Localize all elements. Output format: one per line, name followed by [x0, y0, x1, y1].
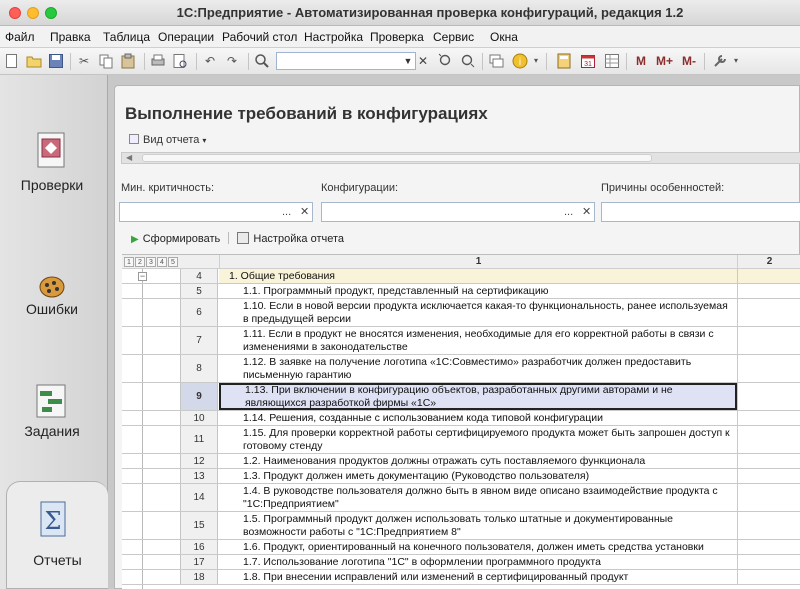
requirement-text: 1.7. Использование логотипа "1С" в оформлении программного продукта	[243, 555, 601, 568]
column-2-cell[interactable]	[737, 540, 800, 554]
report-settings-button[interactable]	[237, 233, 344, 245]
requirement-cell[interactable]	[219, 299, 737, 326]
row-number[interactable]: 8	[180, 355, 218, 382]
column-2-cell[interactable]	[737, 327, 800, 354]
configurations-field[interactable]	[321, 202, 595, 222]
calculator-icon[interactable]	[556, 53, 572, 69]
requirement-cell[interactable]	[219, 327, 737, 354]
configurations-label: Конфигурации:	[321, 182, 399, 194]
settings-icon	[237, 232, 249, 244]
requirement-text: 1.4. В руководстве пользователя должно быть в явном виде описано взаимодействие продукта с "1С:Предприятием"	[243, 484, 718, 510]
column-2-cell[interactable]	[737, 469, 800, 483]
memory-add-button[interactable]: M+	[656, 54, 674, 68]
svg-text:31: 31	[584, 61, 592, 68]
requirement-text: 1.12. В заявке на получение логотипа «1С:Совместимо» разработчик должен предоставить письменную гарантию	[243, 355, 692, 381]
level-3-button[interactable]: 3	[146, 257, 156, 267]
requirement-cell[interactable]	[219, 555, 737, 569]
table-row[interactable]	[122, 454, 800, 469]
row-number[interactable]: 12	[180, 454, 218, 468]
row-number[interactable]: 7	[180, 327, 218, 354]
requirement-text: 1.3. Продукт должен иметь документацию (Руководство пользователя)	[243, 469, 590, 482]
minimize-window-button[interactable]	[27, 7, 39, 19]
requirement-text: 1.8. При внесении исправлений или изменений в сертифицированный продукт	[243, 570, 629, 583]
section-reports[interactable]	[6, 481, 108, 589]
main-area	[108, 75, 800, 589]
min-criticality-select-button[interactable]: ...	[282, 206, 292, 218]
scrollbar-thumb[interactable]	[142, 154, 652, 162]
close-window-button[interactable]	[9, 7, 21, 19]
row-number[interactable]: 11	[180, 426, 218, 453]
horizontal-scrollbar[interactable]	[121, 152, 800, 164]
save-icon[interactable]	[48, 53, 64, 69]
menu-edit[interactable]: Правка	[50, 30, 91, 44]
configurations-select-button[interactable]: ...	[564, 206, 574, 218]
table-row[interactable]	[122, 299, 800, 327]
copy-icon[interactable]	[98, 53, 114, 69]
column-2-cell[interactable]	[737, 299, 800, 326]
row-number[interactable]: 13	[180, 469, 218, 483]
row-number[interactable]: 6	[180, 299, 218, 326]
menu-windows[interactable]: Окна	[490, 30, 518, 44]
requirement-cell[interactable]	[219, 454, 737, 468]
menu-file[interactable]: Файл	[5, 30, 35, 44]
requirement-cell[interactable]	[219, 469, 737, 483]
play-icon: ▶	[131, 234, 139, 245]
requirement-cell[interactable]	[219, 484, 737, 511]
column-2-cell[interactable]	[737, 512, 800, 539]
info-dropdown-icon[interactable]: ▾	[533, 56, 538, 65]
table-row[interactable]	[122, 355, 800, 383]
windows-list-icon[interactable]	[488, 53, 504, 69]
report-view-menu[interactable]	[129, 134, 206, 146]
table-row[interactable]	[122, 383, 800, 411]
redo-icon[interactable]: ↷	[226, 54, 238, 68]
menu-bar	[0, 26, 800, 48]
requirement-cell[interactable]	[219, 540, 737, 554]
generate-label: Сформировать	[142, 233, 221, 245]
find-next-icon[interactable]	[438, 53, 454, 69]
title-bar	[0, 0, 800, 26]
table-row[interactable]	[122, 426, 800, 454]
column-2-cell[interactable]	[737, 426, 800, 453]
svg-text:Σ: Σ	[44, 507, 62, 535]
column-header-1[interactable]: 1	[219, 255, 737, 269]
reasons-label: Причины особенностей:	[601, 182, 725, 194]
column-2-cell[interactable]	[737, 411, 800, 425]
report-view-label: Вид отчета	[143, 134, 200, 146]
min-criticality-clear-icon[interactable]: ✕	[300, 206, 310, 218]
column-2-cell[interactable]	[737, 454, 800, 468]
search-input[interactable]	[276, 52, 416, 70]
calendar-icon[interactable]	[580, 53, 596, 69]
requirement-cell[interactable]	[219, 512, 737, 539]
collapse-group-icon[interactable]: −	[139, 271, 146, 281]
search-icon[interactable]	[254, 53, 270, 69]
level-2-button[interactable]: 2	[135, 257, 145, 267]
requirement-cell[interactable]	[219, 355, 737, 382]
column-2-cell[interactable]	[737, 555, 800, 569]
row-number[interactable]: 10	[180, 411, 218, 425]
open-folder-icon[interactable]	[26, 53, 42, 69]
memory-subtract-button[interactable]: M-	[682, 54, 696, 68]
tools-dropdown-icon[interactable]: ▾	[733, 56, 738, 65]
row-number[interactable]: 5	[180, 284, 218, 298]
requirement-cell[interactable]	[219, 269, 737, 283]
menu-settings[interactable]: Настройка	[304, 30, 364, 44]
table-row[interactable]	[122, 540, 800, 555]
requirement-text: 1.5. Программный продукт должен использовать только штатные и документированные возможности работы с "1С:Предприятием 8"	[243, 512, 674, 538]
column-2-cell[interactable]	[737, 383, 800, 410]
info-icon[interactable]	[512, 53, 528, 69]
tasks-icon	[36, 383, 68, 423]
requirement-cell[interactable]	[219, 570, 737, 584]
new-document-icon[interactable]	[4, 53, 20, 69]
generate-button[interactable]	[131, 233, 220, 245]
row-number[interactable]: 16	[180, 540, 218, 554]
print-preview-icon[interactable]	[172, 53, 188, 69]
menu-operations[interactable]: Операции	[158, 30, 215, 44]
requirement-text: 1. Общие требования	[229, 269, 335, 282]
grouping-level-buttons	[124, 257, 179, 267]
reasons-field[interactable]	[601, 202, 800, 222]
requirement-text: 1.2. Наименования продуктов должны отражать суть поставляемого функционала	[243, 454, 646, 467]
tools-icon[interactable]	[712, 53, 728, 69]
row-number[interactable]: 14	[180, 484, 218, 511]
section-tasks[interactable]	[0, 379, 104, 489]
level-5-button[interactable]: 5	[168, 257, 178, 267]
row-number[interactable]: 4	[180, 269, 218, 283]
scroll-left-icon[interactable]: ◀	[126, 153, 133, 162]
requirement-cell[interactable]	[219, 426, 737, 453]
table-row[interactable]	[122, 484, 800, 512]
row-number[interactable]: 15	[180, 512, 218, 539]
report-form	[114, 85, 800, 589]
requirement-text: 1.14. Решения, созданные с использованием кода типовой конфигурации	[243, 411, 604, 424]
table-row[interactable]	[122, 269, 800, 284]
zoom-window-button[interactable]	[45, 7, 57, 19]
column-header-2[interactable]: 2	[737, 255, 800, 269]
table-row[interactable]	[122, 570, 800, 585]
report-view-icon	[129, 134, 139, 144]
requirement-text: 1.13. При включении в конфигурацию объектов, разработанных другими авторами и не являющихся разработкой фирмы «1С»	[245, 383, 673, 409]
toolbar	[0, 48, 800, 75]
section-errors[interactable]	[0, 261, 104, 371]
table-row[interactable]	[122, 327, 800, 355]
row-number[interactable]: 18	[180, 570, 218, 584]
report-title: Выполнение требований в конфигурациях	[125, 104, 488, 123]
menu-table[interactable]: Таблица	[103, 30, 151, 44]
column-2-cell[interactable]	[737, 269, 800, 283]
column-2-cell[interactable]	[737, 484, 800, 511]
clear-search-icon[interactable]: ✕	[418, 54, 429, 68]
table-icon[interactable]	[604, 53, 620, 69]
spreadsheet-header	[122, 255, 800, 269]
table-row[interactable]	[122, 469, 800, 484]
column-2-cell[interactable]	[737, 355, 800, 382]
requirement-text: 1.10. Если в новой версии продукта исключается какая-то функциональность, ранее используемая в предыдущей версии	[243, 299, 728, 325]
min-criticality-field[interactable]	[119, 202, 313, 222]
section-label-tasks: Задания	[24, 423, 80, 439]
report-spreadsheet[interactable]	[122, 254, 800, 589]
section-checks[interactable]	[0, 121, 104, 231]
paste-icon[interactable]	[120, 53, 136, 69]
menu-check[interactable]: Проверка	[370, 30, 424, 44]
memory-store-button[interactable]: M	[636, 54, 646, 68]
report-actions	[131, 232, 344, 245]
min-criticality-label: Мин. критичность:	[121, 182, 215, 194]
row-number[interactable]: 17	[180, 555, 218, 569]
search-dropdown-icon[interactable]: ▼	[403, 56, 413, 66]
svg-text:i: i	[518, 57, 522, 68]
requirement-text: 1.6. Продукт, ориентированный на конечного пользователя, должен иметь средства установки	[243, 540, 704, 553]
table-row[interactable]	[122, 284, 800, 299]
level-4-button[interactable]: 4	[157, 257, 167, 267]
reports-icon	[37, 500, 69, 540]
report-settings-label: Настройка отчета	[253, 233, 345, 245]
column-2-cell[interactable]	[737, 284, 800, 298]
requirement-text: 1.1. Программный продукт, представленный на сертификацию	[243, 284, 549, 297]
column-2-cell[interactable]	[737, 570, 800, 584]
level-1-button[interactable]: 1	[124, 257, 134, 267]
menu-desktop[interactable]: Рабочий стол	[222, 30, 298, 44]
row-number[interactable]: 9	[180, 383, 218, 410]
requirement-text: 1.15. Для проверки корректной работы сертифицируемого продукта может быть запрошен доступ к готовому стенду	[243, 426, 730, 452]
find-previous-icon[interactable]	[460, 53, 476, 69]
menu-service[interactable]: Сервис	[433, 30, 475, 44]
print-icon[interactable]	[150, 53, 166, 69]
section-label-checks: Проверки	[20, 177, 84, 193]
requirement-cell[interactable]	[219, 383, 737, 410]
section-label-reports: Отчеты	[33, 552, 82, 568]
undo-icon[interactable]: ↶	[204, 54, 216, 68]
sections-panel	[0, 75, 108, 589]
table-row[interactable]	[122, 411, 800, 426]
requirement-text: 1.11. Если в продукт не вносятся изменения, необходимые для его корректной работы в связи с изменениями в законодательстве	[243, 327, 714, 353]
cut-icon[interactable]: ✂	[78, 54, 90, 68]
report-view-dropdown-icon: ▾	[202, 136, 207, 145]
checks-icon	[36, 131, 68, 171]
table-row[interactable]	[122, 512, 800, 540]
requirement-cell[interactable]	[219, 411, 737, 425]
requirement-cell[interactable]	[219, 284, 737, 298]
section-label-errors: Ошибки	[26, 301, 78, 317]
table-row[interactable]	[122, 555, 800, 570]
configurations-clear-icon[interactable]: ✕	[582, 206, 592, 218]
window-title: 1С:Предприятие - Автоматизированная проверка конфигураций, редакция 1.2	[176, 5, 684, 20]
